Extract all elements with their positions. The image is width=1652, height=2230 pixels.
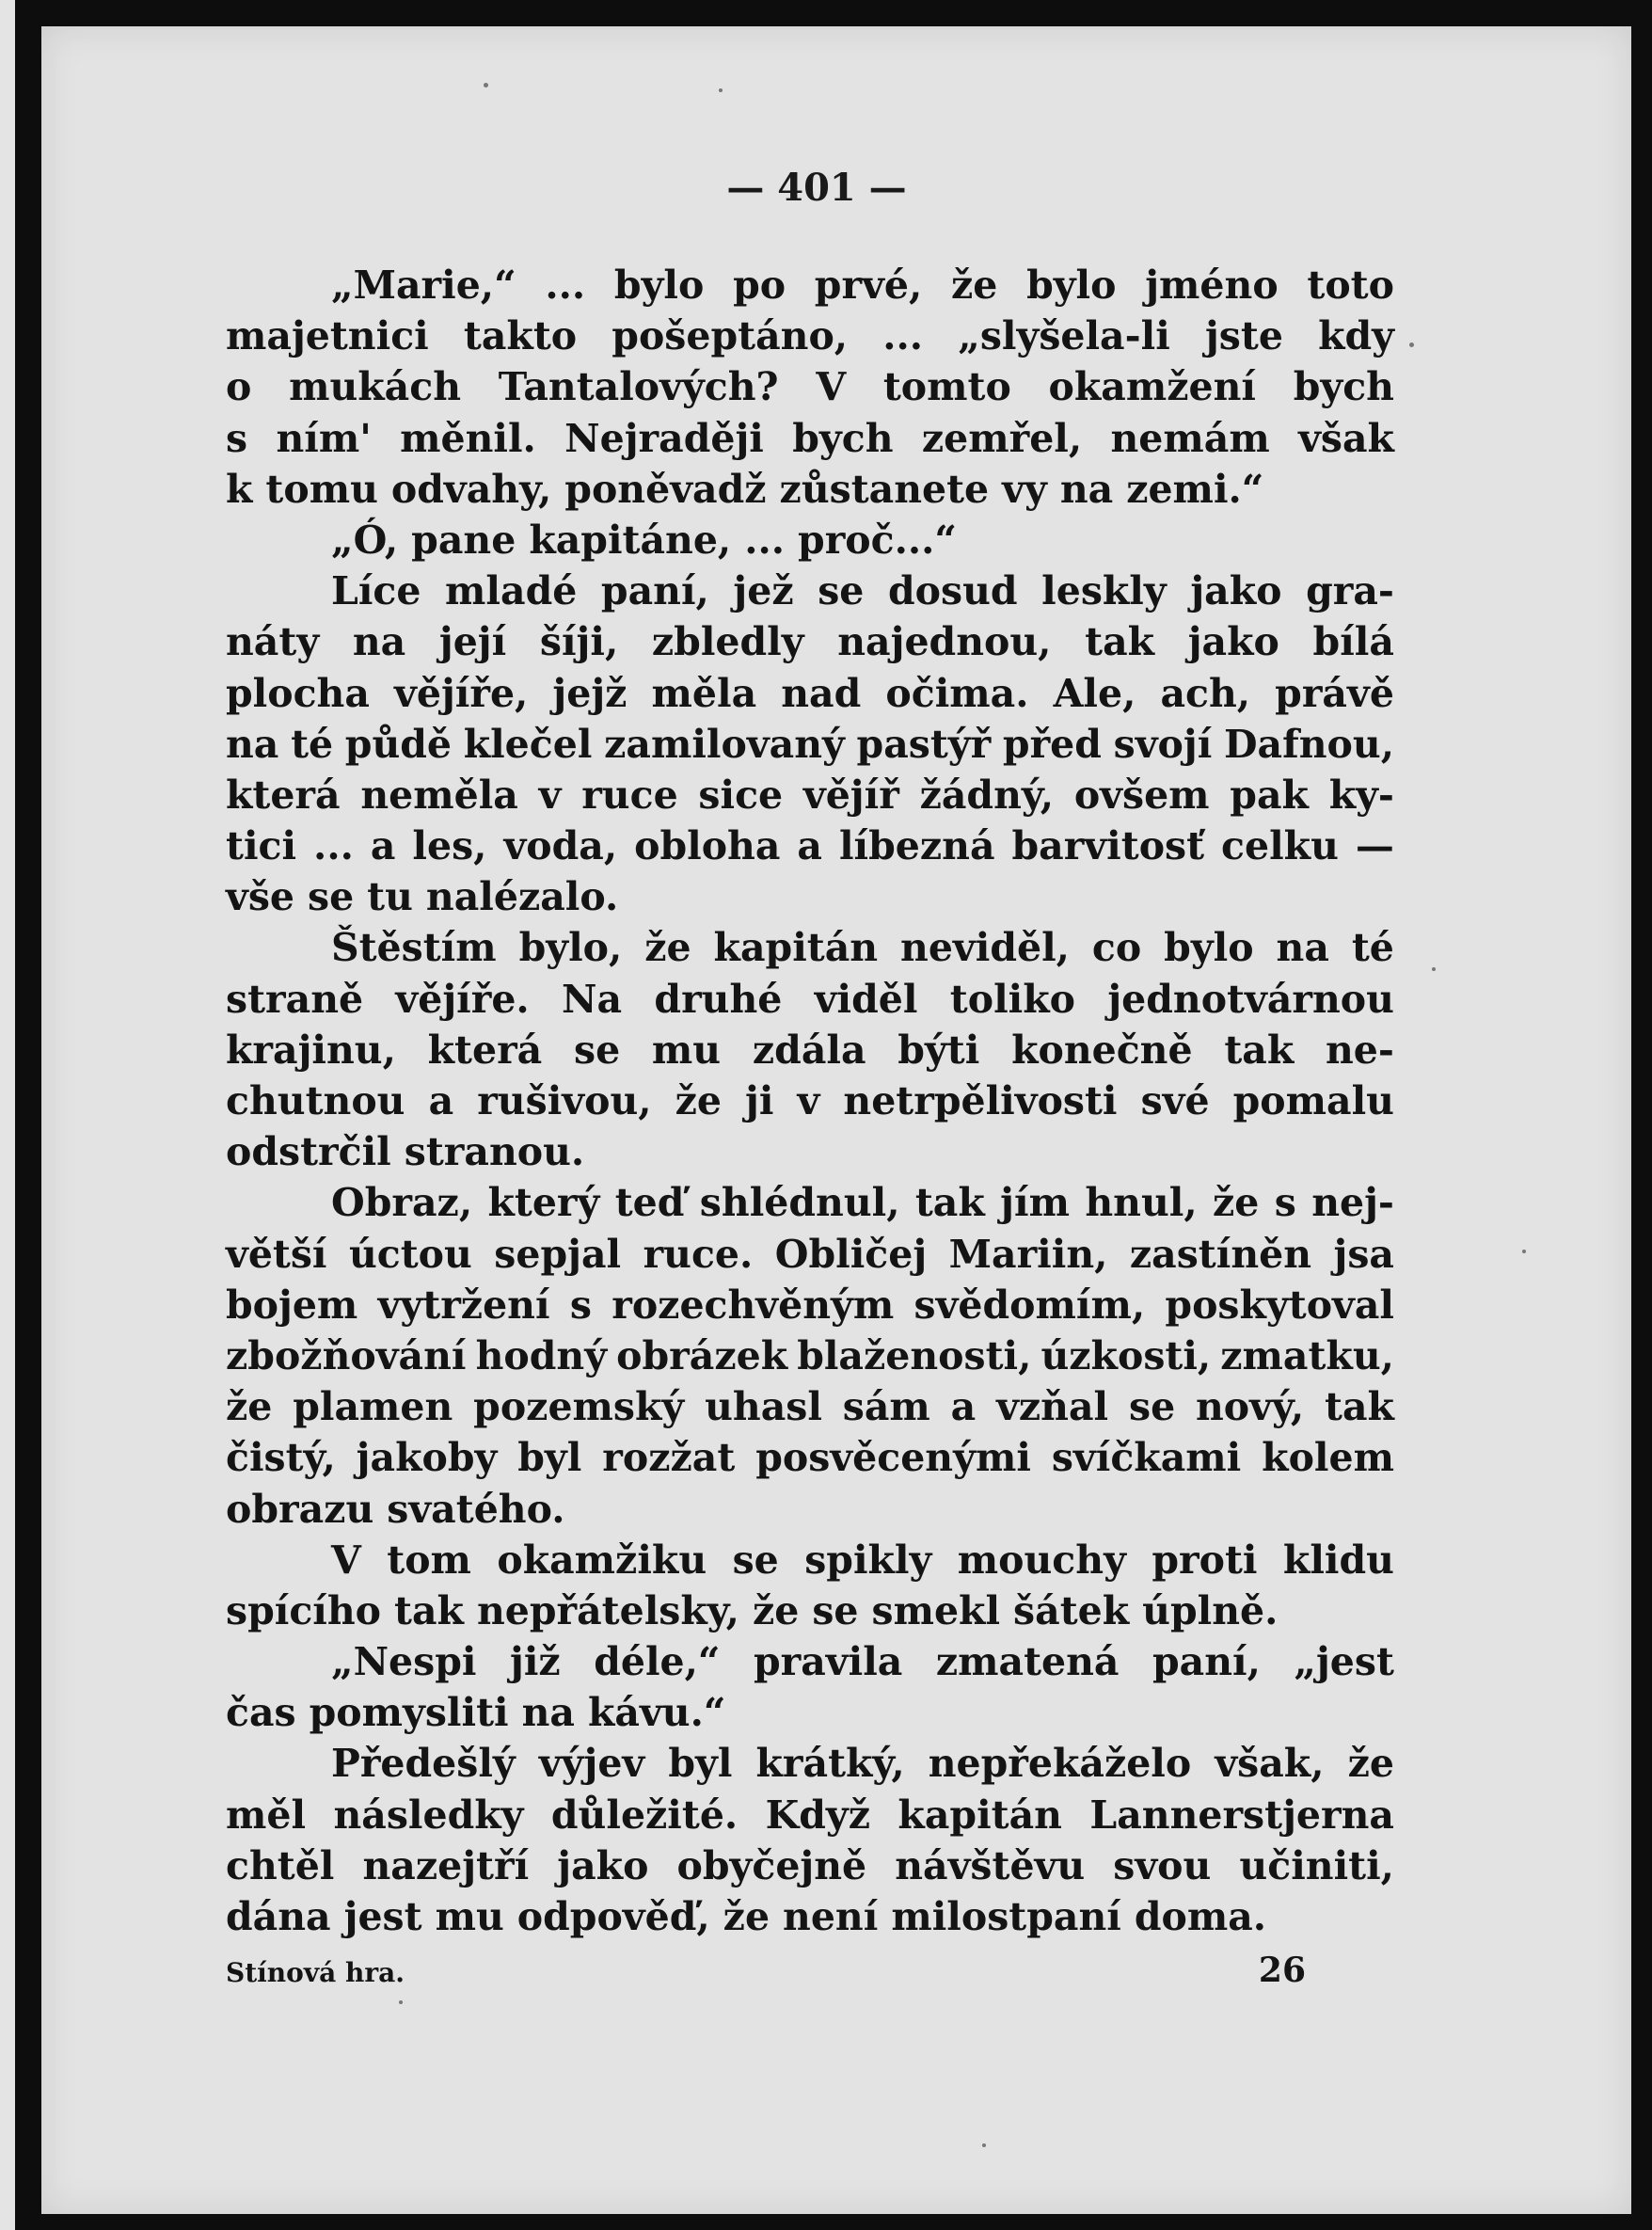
text-line: která neměla v ruce sice vějíř žádný, ovšem pak ky- — [226, 772, 1394, 818]
text-line: měl následky důležité. Když kapitán Lannerstjerna — [226, 1792, 1394, 1838]
text-line: s ním' měnil. Nejraději bych zemřel, nemám však — [226, 415, 1394, 461]
text-line: o mukách Tantalových? V tomto okamžení bych — [226, 364, 1394, 410]
text-line: majetnici takto pošeptáno, ... „slyšela-li jste kdy — [226, 313, 1394, 359]
scan-speck — [1432, 967, 1436, 971]
text-line: že plamen pozemský uhasl sám a vzňal se nový, tak — [226, 1384, 1394, 1430]
text-line: spícího tak nepřátelsky, že se smekl šátek úplně. — [226, 1587, 1279, 1633]
scan-speck — [719, 88, 723, 92]
text-line: V tom okamžiku se spikly mouchy proti klidu — [331, 1537, 1394, 1583]
body-text — [226, 260, 1394, 1942]
scan-speck — [399, 2000, 403, 2004]
text-line: straně vějíře. Na druhé viděl toliko jednotvárnou — [226, 976, 1394, 1022]
text-line: zbožňování hodný obrázek blaženosti, úzkosti, zmatku, — [226, 1332, 1394, 1378]
text-line: Předešlý výjev byl krátký, nepřekáželo však, že — [331, 1741, 1394, 1787]
text-line: Líce mladé paní, jež se dosud leskly jako gra- — [331, 568, 1394, 614]
text-line: čas pomysliti na kávu.“ — [226, 1690, 726, 1736]
text-line: k tomu odvahy, poněvadž zůstanete vy na zemi.“ — [226, 466, 1264, 512]
text-line: odstrčil stranou. — [226, 1129, 585, 1175]
text-line: obrazu svatého. — [226, 1486, 565, 1532]
scan-speck — [484, 83, 488, 88]
text-line: plocha vějíře, jejž měla nad očima. Ale, ach, právě — [226, 670, 1394, 716]
text-line: bojem vytržení s rozechvěným svědomím, poskytoval — [226, 1282, 1394, 1328]
text-line: „Ó, pane kapitáne, ... proč...“ — [331, 517, 958, 563]
text-line: Štěstím bylo, že kapitán neviděl, co bylo na té — [331, 925, 1394, 971]
text-line: chtěl nazejtří jako obyčejně návštěvu svou učiniti, — [226, 1842, 1394, 1888]
text-line: krajinu, která se mu zdála býti konečně tak ne- — [226, 1027, 1394, 1073]
text-line: vše se tu nalézalo. — [226, 874, 619, 920]
text-line: větší úctou sepjal ruce. Obličej Mariin, zastíněn jsa — [226, 1231, 1394, 1277]
text-line: na té půdě klečel zamilovaný pastýř před svojí Dafnou, — [226, 721, 1394, 767]
book-page — [41, 26, 1631, 2214]
text-line: chutnou a rušivou, že ji v netrpělivosti své pomalu — [226, 1078, 1394, 1123]
text-line: dána jest mu odpověď, že není milostpaní doma. — [226, 1894, 1267, 1939]
text-line: Obraz, který teď shlédnul, tak jím hnul, že s nej- — [331, 1180, 1394, 1226]
text-line: tici ... a les, voda, obloha a líbezná barvitosť celku — — [226, 823, 1394, 869]
text-line: „Nespi již déle,“ pravila zmatená paní, „jest — [331, 1639, 1394, 1685]
page-footer — [226, 1951, 1306, 1990]
text-line: náty na její šíji, zbledly najednou, tak jako bílá — [226, 619, 1394, 665]
printer-signature-mark: 26 — [1258, 1951, 1306, 1990]
text-line: čistý, jakoby byl rozžat posvěcenými svíčkami kolem — [226, 1435, 1394, 1481]
scan-speck — [982, 2143, 986, 2147]
running-footer-title: Stínová hra. — [226, 1957, 405, 1988]
text-line: „Marie,“ ... bylo po prvé, že bylo jméno toto — [331, 263, 1394, 308]
scan-speck — [1522, 1250, 1526, 1253]
adjacent-page-edge — [0, 0, 15, 2230]
scan-speck — [1409, 342, 1414, 347]
page-number: — 401 — — [726, 166, 907, 210]
